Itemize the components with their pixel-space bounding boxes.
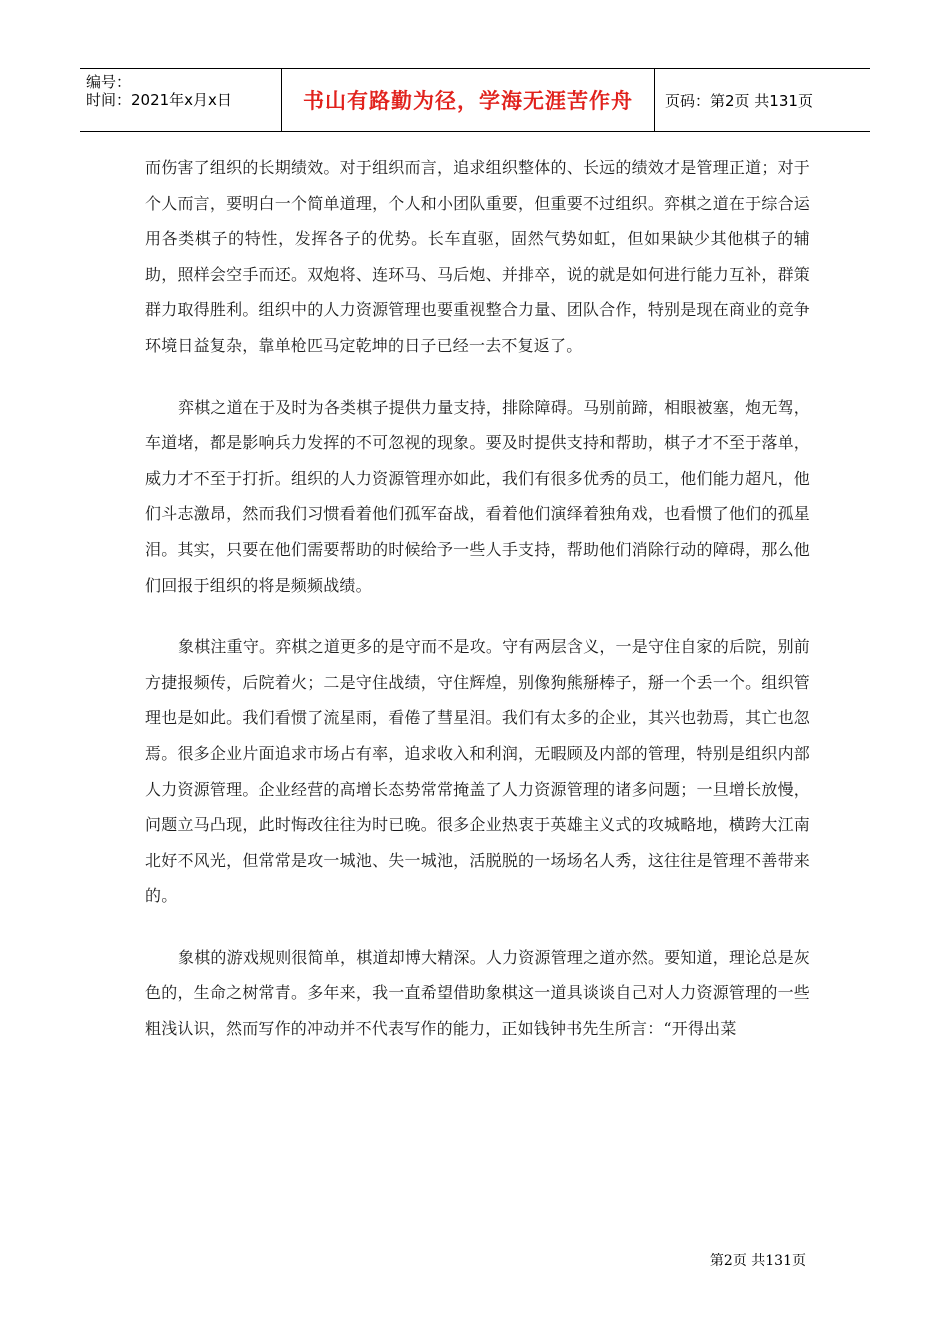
header-meta-cell <box>80 69 281 131</box>
paragraph-3: 象棋注重守。弈棋之道更多的是守而不是攻。守有两层含义，一是守住自家的后院，别前方捷报频传，后院着火；二是守住战绩，守住辉煌，别像狗熊掰棒子，掰一个丢一个。组织管理也是如此。我们看惯了流星雨，看倦了彗星泪。我们有太多的企业，其兴也勃焉，其亡也忽焉。很多企业片面追求市场占有率，追求收入和利润，无暇顾及内部的管理，特别是组织内部人力资源管理。企业经营的高增长态势常常掩盖了人力资源管理的诸多问题；一旦增长放慢，问题立马凸现，此时悔改往往为时已晚。很多企业热衷于英雄主义式的攻城略地，横跨大江南北好不风光，但常常是攻一城池、失一城池，活脱脱的一场场名人秀，这往往是管理不善带来的。 <box>145 637 810 906</box>
document-body <box>145 150 810 1047</box>
header-motto-cell <box>281 69 655 131</box>
header-page-info: 页码：第2页 共131页 <box>665 91 813 110</box>
page-header <box>80 68 870 132</box>
header-page-cell <box>655 69 870 131</box>
document-time-label: 时间：2021年x月x日 <box>86 91 232 109</box>
paragraph-2: 弈棋之道在于及时为各类棋子提供力量支持，排除障碍。马别前蹄，相眼被塞，炮无驾，车道堵，都是影响兵力发挥的不可忽视的现象。要及时提供支持和帮助，棋子才不至于落单，威力才不至于打折。组织的人力资源管理亦如此，我们有很多优秀的员工，他们能力超凡，他们斗志激昂，然而我们习惯看着他们孤军奋战，看着他们演绎着独角戏，也看惯了他们的孤星泪。其实，只要在他们需要帮助的时候给予一些人手支持，帮助他们消除行动的障碍，那么他们回报于组织的将是频频战绩。 <box>145 397 810 595</box>
paragraph-4: 象棋的游戏规则很简单，棋道却博大精深。人力资源管理之道亦然。要知道，理论总是灰色的，生命之树常青。多年来，我一直希望借助象棋这一道具谈谈自己对人力资源管理的一些粗浅认识，然而写作的冲动并不代表写作的能力，正如钱钟书先生所言：“开得出菜 <box>145 947 810 1039</box>
header-motto: 书山有路勤为径，学海无涯苦作舟 <box>303 89 633 113</box>
page-footer: 第2页 共131页 <box>709 1253 806 1269</box>
document-number-label: 编号： <box>86 73 132 91</box>
paragraph-1: 而伤害了组织的长期绩效。对于组织而言，追求组织整体的、长远的绩效才是管理正道；对于个人而言，要明白一个简单道理，个人和小团队重要，但重要不过组织。弈棋之道在于综合运用各类棋子的特性，发挥各子的优势。长车直驱，固然气势如虹，但如果缺少其他棋子的辅助，照样会空手而还。双炮将、连环马、马后炮、并排卒，说的就是如何进行能力互补，群策群力取得胜利。组织中的人力资源管理也要重视整合力量、团队合作，特别是现在商业的竞争环境日益复杂，靠单枪匹马定乾坤的日子已经一去不复返了。 <box>145 158 810 355</box>
